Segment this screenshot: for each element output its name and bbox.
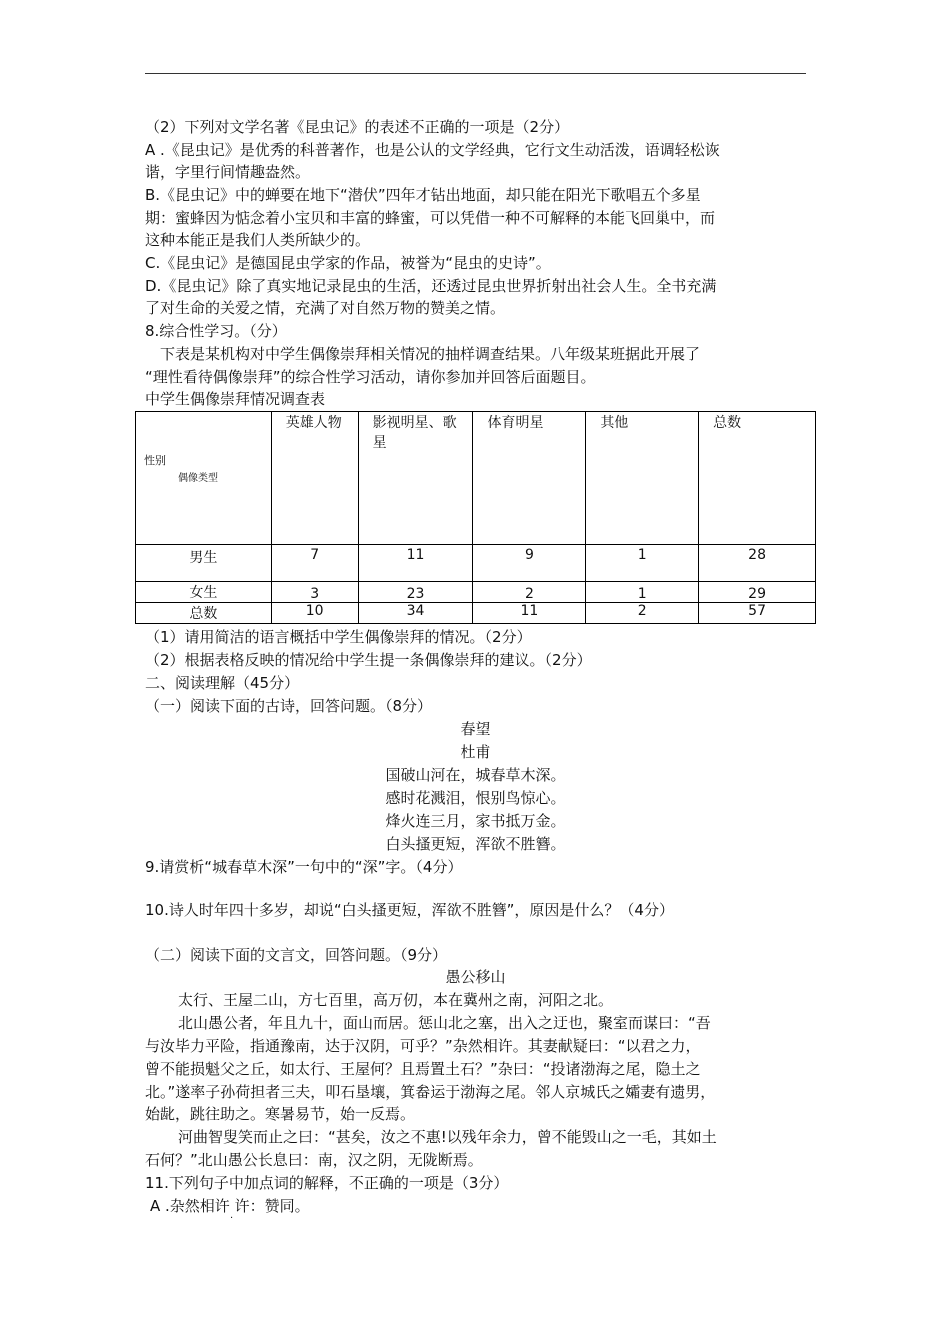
q11-option-a: A .杂然相许 许：赞同。 — [150, 1197, 310, 1215]
q7-option-b-line3: 这种本能正是我们人类所缺少的。 — [145, 231, 371, 249]
classical-para1: 太行、王屋二山，方七百里，高万仞，本在冀州之南，河阳之北。 — [178, 991, 614, 1009]
table-cell: 2 — [473, 582, 586, 603]
classical-para2-line1: 北山愚公者，年且九十，面山而居。惩山北之塞，出入之迂也，聚室而谋曰：“吾 — [178, 1014, 711, 1032]
header-sports-stars: 体育明星 — [473, 412, 586, 545]
classical-para3-line1: 河曲智叟笑而止之曰：“甚矣，汝之不惠!以残年余力，曾不能毁山之一毛，其如土 — [178, 1128, 717, 1146]
table-cell: 10 — [271, 603, 358, 624]
classical-para2-line4: 北。”遂率子孙荷担者三夫，叩石垦壤，箕畚运于渤海之尾。邻人京城氏之孀妻有遗男， — [145, 1083, 716, 1101]
q7-option-b-line1: B.《昆虫记》中的蝉要在地下“潜伏”四年才钻出地面，却只能在阳光下歌唱五个多星 — [145, 186, 701, 204]
q7-option-a-line1: A .《昆虫记》是优秀的科普著作，也是公认的文学经典，它行文生动活泼，语调轻松诙 — [145, 141, 720, 159]
row-label: 女生 — [136, 582, 272, 603]
table-cell: 34 — [358, 603, 473, 624]
header-total: 总数 — [699, 412, 816, 545]
q9: 9.请赏析“城春草木深”一句中的“深”字。（4分） — [145, 858, 463, 876]
q8-title: 8.综合性学习。（分） — [145, 322, 287, 340]
q8-intro-line2: “理性看待偶像崇拜”的综合性学习活动，请你参加并回答后面题目。 — [145, 368, 596, 386]
header-other: 其他 — [586, 412, 699, 545]
poem-author: 杜甫 — [460, 743, 491, 761]
table-row — [136, 545, 816, 582]
table-cell: 11 — [358, 545, 473, 582]
classical-para2-line2: 与汝毕力平险，指通豫南，达于汉阴，可乎？”杂然相许。其妻献疑曰：“以君之力， — [145, 1037, 701, 1055]
q7-option-c: C.《昆虫记》是德国昆虫学家的作品，被誉为“昆虫的史诗”。 — [145, 254, 551, 272]
header-film-music-stars: 影视明星、歌星 — [358, 412, 473, 545]
poem-line: 国破山河在，城春草木深。 — [385, 766, 566, 784]
table-title: 中学生偶像崇拜情况调查表 — [145, 390, 326, 408]
table-cell: 29 — [699, 582, 816, 603]
classical-para2-line5: 始龀，跳往助之。寒暑易节，始一反焉。 — [145, 1105, 416, 1123]
poem-line: 感时花溅泪，恨别鸟惊心。 — [385, 789, 566, 807]
table-cell: 2 — [586, 603, 699, 624]
header-hero: 英雄人物 — [271, 412, 358, 545]
classical-text-title: 愚公移山 — [445, 968, 506, 986]
q7-option-a-line2: 谐，字里行间情趣盎然。 — [145, 163, 311, 181]
q8-sub2: （2）根据表格反映的情况给中学生提一条偶像崇拜的建议。（2分） — [145, 651, 592, 669]
corner-label-idol-type: 偶像类型 — [178, 473, 218, 484]
table-cell: 28 — [699, 545, 816, 582]
q7-option-d-line1: D.《昆虫记》除了真实地记录昆虫的生活，还透过昆虫世界折射出社会人生。全书充满 — [145, 277, 717, 295]
classical-para2-line3: 曾不能损魁父之丘，如太行、王屋何？且焉置土石？”杂曰：“投诸渤海之尾，隐土之 — [145, 1060, 701, 1078]
survey-table — [135, 411, 816, 624]
table-header-row — [136, 412, 816, 545]
table-cell: 1 — [586, 545, 699, 582]
row-label: 总数 — [136, 603, 272, 624]
poem-title: 春望 — [460, 720, 491, 738]
q7-option-d-line2: 了对生命的关爱之情，充满了对自然万物的赞美之情。 — [145, 299, 506, 317]
table-cell: 11 — [473, 603, 586, 624]
poem-line: 烽火连三月，家书抵万金。 — [385, 812, 566, 830]
row-label: 男生 — [136, 545, 272, 582]
q8-intro-line1: 下表是某机构对中学生偶像崇拜相关情况的抽样调查结果。八年级某班据此开展了 — [160, 345, 701, 363]
section2-title: 二、阅读理解（45分） — [145, 674, 300, 692]
q11: 11.下列句子中加点词的解释，不正确的一项是（3分） — [145, 1174, 509, 1192]
poem-line: 白头搔更短，浑欲不胜簪。 — [385, 835, 566, 853]
table-row — [136, 603, 816, 624]
emphasis-dot: · — [230, 1213, 234, 1224]
q7-option-b-line2: 期：蜜蜂因为惦念着小宝贝和丰富的蜂蜜，可以凭借一种不可解释的本能飞回巢中，而 — [145, 209, 716, 227]
q10: 10.诗人时年四十多岁，却说“白头搔更短，浑欲不胜簪”，原因是什么？（4分） — [145, 901, 674, 919]
table-row — [136, 582, 816, 603]
table-cell: 57 — [699, 603, 816, 624]
table-cell: 3 — [271, 582, 358, 603]
table-cell: 7 — [271, 545, 358, 582]
table-cell: 1 — [586, 582, 699, 603]
classical-para3-line2: 石何？”北山愚公长息曰：南，汉之阴，无陇断焉。 — [145, 1151, 483, 1169]
table-cell: 9 — [473, 545, 586, 582]
q8-sub1: （1）请用简洁的语言概括中学生偶像崇拜的情况。（2分） — [145, 628, 532, 646]
corner-label-gender: 性别 — [144, 454, 166, 467]
part1-title: （一）阅读下面的古诗，回答问题。（8分） — [145, 697, 433, 715]
part2-title: （二）阅读下面的文言文，回答问题。（9分） — [145, 946, 448, 964]
table-corner-cell — [136, 412, 272, 545]
header-rule — [145, 73, 806, 74]
q7-2-stem: （2）下列对文学名著《昆虫记》的表述不正确的一项是（2分） — [145, 118, 570, 136]
table-cell: 23 — [358, 582, 473, 603]
